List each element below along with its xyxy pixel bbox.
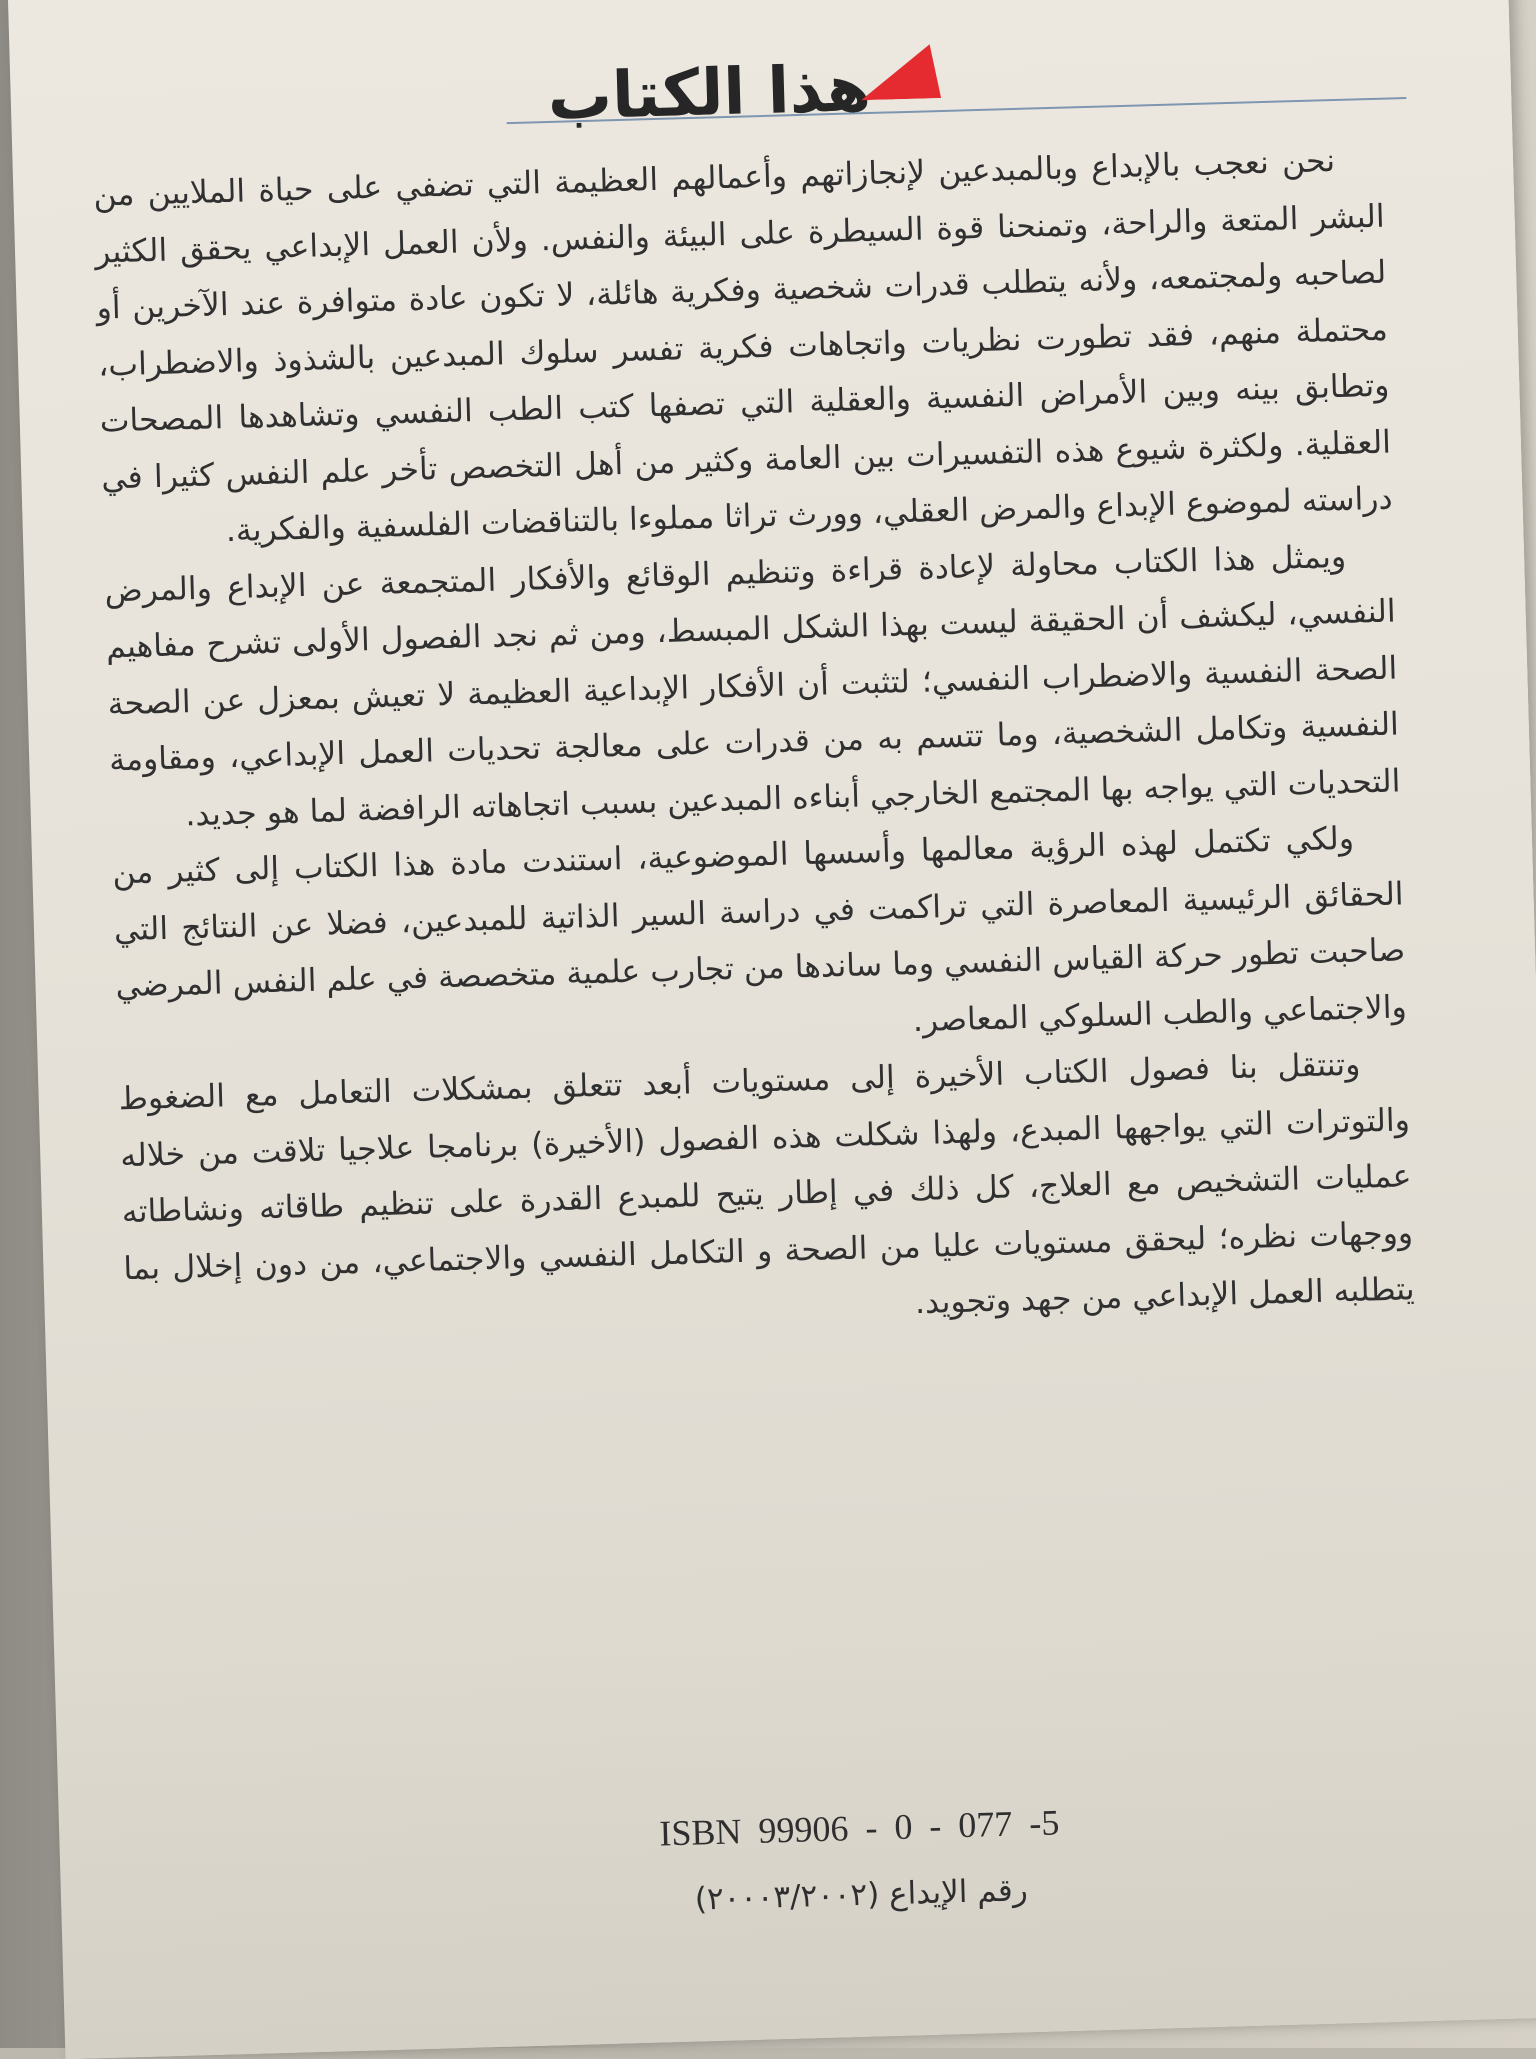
publication-info [619, 1800, 1102, 1919]
blurb-text [93, 132, 1416, 1354]
blurb-paragraph-4: وتنتقل بنا فصول الكتاب الأخيرة إلى مستويات أبعد تتعلق بمشكلات التعامل مع الضغوط والتوترات التي يواجهها المبدع، ولهذا شكلت هذه الفصول (الأخيرة) برنامجا علاجيا تلاقت من خلاله عمليات التشخيص مع العلاج، كل ذلك في إطار يتيح للمبدع القدرة على تنظيم طاقاته ونشاطاته ووجهات نظره؛ ليحقق مستويات عليا من الصحة و التكامل النفسي والاجتماعي، من دون إخلال بما يتطلبه العمل الإبداعي من جهد وتجويد. [118, 1046, 1416, 1322]
blurb-paragraph-3: ولكي تكتمل لهذه الرؤية معالمها وأسسها الموضوعية، استندت مادة هذا الكتاب إلى كثير من الحقائق الرئيسية المعاصرة التي تراكمت في دراسة السير الذاتية للمبدعين، فضلا عن النتائج التي صاحبت تطور حركة القياس النفسي وما ساندها من تجارب علمية متخصصة في علم النفس المرضي والاجتماعي والطب السلوكي المعاصر. [111, 820, 1408, 1039]
blurb-paragraph-2: ويمثل هذا الكتاب محاولة لإعادة قراءة وتنظيم الوقائع والأفكار المتجمعة عن الإبداع والمرض النفسي، ليكشف أن الحقيقة ليست بهذا الشكل المبسط، ومن ثم نجد الفصول الأولى تشرح مفاهيم الصحة النفسية والاضطراب النفسي؛ لتثبت أن الأفكار الإبداعية العظيمة لا تعيش بمعزل عن الصحة النفسية وتكامل الشخصية، وما تتسم به من قدرات على معالجة تحديات العمل الإبداعي، ومقاومة التحديات التي يواجه بها المجتمع الخارجي أبناءه المبدعين بسبب اتجاهاته الرافضة لما هو جديد. [104, 538, 1401, 833]
blurb-paragraph-1: نحن نعجب بالإبداع وبالمبدعين لإنجازاتهم وأعمالهم العظيمة التي تضفي على حياة الملايين من البشر المتعة والراحة، وتمنحنا قوة السيطرة على البيئة والنفس. ولأن العمل الإبداعي يحقق الكثير لصاحبه ولمجتمعه، ولأنه يتطلب قدرات شخصية وفكرية هائلة، لا تكون عادة متوافرة عند الآخرين أو محتملة منهم، فقد تطورت نظريات واتجاهات فكرية تفسر سلوك المبدعين بالشذوذ والاضطراب، وتطابق بينه وبين الأمراض النفسية والعقلية التي تصفها كتب الطب النفسي وتشاهدها المصحات العقلية. ولكثرة شيوع هذه التفسيرات بين العامة وكثير من أهل التخصص تأخر علم النفس كثيرا في دراسته لموضوع الإبداع والمرض العقلي، وورث تراثا مملوءا بالتناقضات الفلسفية والفكرية. [92, 143, 1393, 550]
deposit-number: رقم الإيداع (٢٠٠٠٣/٢٠٠٢) [694, 1872, 1029, 1918]
isbn-number: ISBN 99906 - 0 - 077 -5 [658, 1802, 1060, 1854]
cover-title: هذا الكتاب [546, 51, 872, 135]
red-triangle-icon [860, 44, 941, 100]
book-back-cover [8, 0, 1536, 2059]
